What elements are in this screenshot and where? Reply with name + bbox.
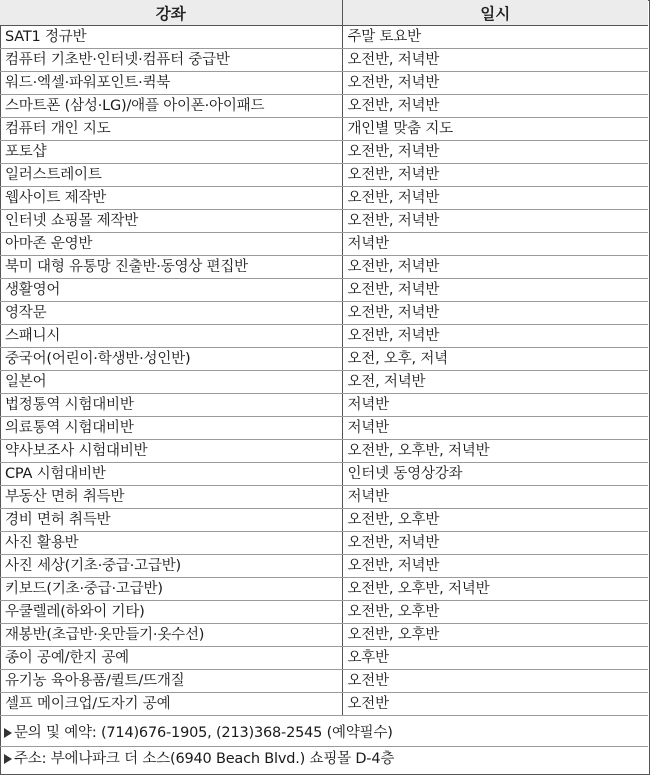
table-row: [0, 532, 648, 555]
schedule-cell: 오전반, 저녁반: [342, 279, 648, 302]
table-row: [0, 417, 648, 440]
header-course: 강좌: [0, 0, 342, 26]
schedule-cell: 오전반, 오후반, 저녁반: [342, 440, 648, 463]
schedule-cell: 오전반, 저녁반: [342, 532, 648, 555]
course-cell: 종이 공예/한지 공예: [0, 647, 342, 670]
course-cell: 아마존 운영반: [0, 233, 342, 256]
course-cell: 컴퓨터 기초반·인터넷·컴퓨터 중급반: [0, 49, 342, 72]
table-body: [0, 26, 648, 716]
course-cell: 일러스트레이트: [0, 164, 342, 187]
table-row: [0, 486, 648, 509]
schedule-cell: 저녁반: [342, 417, 648, 440]
schedule-cell: 오전반: [342, 670, 648, 693]
table-row: [0, 302, 648, 325]
inquiry-text: 문의 및 예약: (714)676-1905, (213)368-2545 (예약필수): [14, 725, 393, 741]
schedule-cell: 오전반, 저녁반: [342, 187, 648, 210]
course-cell: 포토샵: [0, 141, 342, 164]
table-row: [0, 210, 648, 233]
table-row: [0, 187, 648, 210]
table-row: [0, 463, 648, 486]
course-cell: 사진 활용반: [0, 532, 342, 555]
course-cell: 북미 대형 유통망 진출반·동영상 편집반: [0, 256, 342, 279]
table-row: [0, 440, 648, 463]
schedule-cell: 오전반, 저녁반: [342, 325, 648, 348]
course-cell: 셀프 메이크업/도자기 공예: [0, 693, 342, 716]
table-row: [0, 141, 648, 164]
course-cell: 사진 세상(기초·중급·고급반): [0, 555, 342, 578]
schedule-cell: 오전반, 오후반, 저녁반: [342, 578, 648, 601]
schedule-cell: 오전반, 저녁반: [342, 72, 648, 95]
table-row: [0, 233, 648, 256]
table-row: [0, 325, 648, 348]
schedule-cell: 오전반, 저녁반: [342, 256, 648, 279]
table-row: [0, 624, 648, 647]
schedule-cell: 개인별 맞춤 지도: [342, 118, 648, 141]
course-cell: 법정통역 시험대비반: [0, 394, 342, 417]
course-cell: 영작문: [0, 302, 342, 325]
header-schedule: 일시: [342, 0, 648, 26]
schedule-cell: 오전반, 저녁반: [342, 555, 648, 578]
table-row: [0, 95, 648, 118]
footer-notes: [0, 721, 648, 772]
course-cell: 중국어(어린이·학생반·성인반): [0, 348, 342, 371]
course-cell: 웹사이트 제작반: [0, 187, 342, 210]
course-cell: 의료통역 시험대비반: [0, 417, 342, 440]
table-row: [0, 647, 648, 670]
table-row: [0, 670, 648, 693]
schedule-cell: 오전, 오후, 저녁: [342, 348, 648, 371]
course-cell: 인터넷 쇼핑몰 제작반: [0, 210, 342, 233]
table-row: [0, 72, 648, 95]
course-cell: 약사보조사 시험대비반: [0, 440, 342, 463]
table-row: [0, 164, 648, 187]
schedule-cell: 오전반, 저녁반: [342, 95, 648, 118]
inquiry-note: [0, 721, 648, 747]
schedule-cell: 저녁반: [342, 486, 648, 509]
table-row: [0, 578, 648, 601]
triangle-bullet-icon: [4, 754, 12, 764]
course-cell: 키보드(기초·중급·고급반): [0, 578, 342, 601]
address-text: 주소: 부에나파크 더 소스(6940 Beach Blvd.) 쇼핑몰 D-4층: [14, 751, 395, 767]
schedule-cell: 주말 토요반: [342, 26, 648, 49]
course-cell: 경비 면허 취득반: [0, 509, 342, 532]
schedule-cell: 오후반: [342, 647, 648, 670]
schedule-cell: 오전반, 오후반: [342, 509, 648, 532]
table-row: [0, 279, 648, 302]
schedule-cell: 오전반, 저녁반: [342, 164, 648, 187]
course-cell: 스마트폰 (삼성·LG)/애플 아이폰·아이패드: [0, 95, 342, 118]
table-row: [0, 394, 648, 417]
table-row: [0, 26, 648, 49]
address-note: [0, 747, 648, 772]
table-row: [0, 118, 648, 141]
table-row: [0, 256, 648, 279]
course-cell: CPA 시험대비반: [0, 463, 342, 486]
schedule-cell: 인터넷 동영상강좌: [342, 463, 648, 486]
schedule-cell: 오전반, 저녁반: [342, 141, 648, 164]
course-cell: 재봉반(초급반·옷만들기·옷수선): [0, 624, 342, 647]
course-cell: SAT1 정규반: [0, 26, 342, 49]
schedule-cell: 오전반, 오후반: [342, 601, 648, 624]
course-cell: 워드·엑셀·파워포인트·퀵북: [0, 72, 342, 95]
course-cell: 유기농 육아용품/퀼트/뜨개질: [0, 670, 342, 693]
schedule-cell: 저녁반: [342, 394, 648, 417]
table-header-row: [0, 0, 648, 26]
schedule-cell: 오전, 저녁반: [342, 371, 648, 394]
schedule-cell: 저녁반: [342, 233, 648, 256]
course-cell: 일본어: [0, 371, 342, 394]
schedule-cell: 오전반, 오후반: [342, 624, 648, 647]
course-cell: 부동산 면허 취득반: [0, 486, 342, 509]
schedule-cell: 오전반, 저녁반: [342, 302, 648, 325]
schedule-cell: 오전반, 저녁반: [342, 49, 648, 72]
table-row: [0, 555, 648, 578]
table-row: [0, 348, 648, 371]
schedule-cell: 오전반: [342, 693, 648, 716]
table-row: [0, 371, 648, 394]
table-row: [0, 601, 648, 624]
schedule-cell: 오전반, 저녁반: [342, 210, 648, 233]
course-cell: 컴퓨터 개인 지도: [0, 118, 342, 141]
course-cell: 생활영어: [0, 279, 342, 302]
course-cell: 우쿨렐레(하와이 기타): [0, 601, 342, 624]
table-row: [0, 693, 648, 716]
table-row: [0, 49, 648, 72]
triangle-bullet-icon: [4, 728, 12, 738]
table-row: [0, 509, 648, 532]
course-cell: 스패니시: [0, 325, 342, 348]
